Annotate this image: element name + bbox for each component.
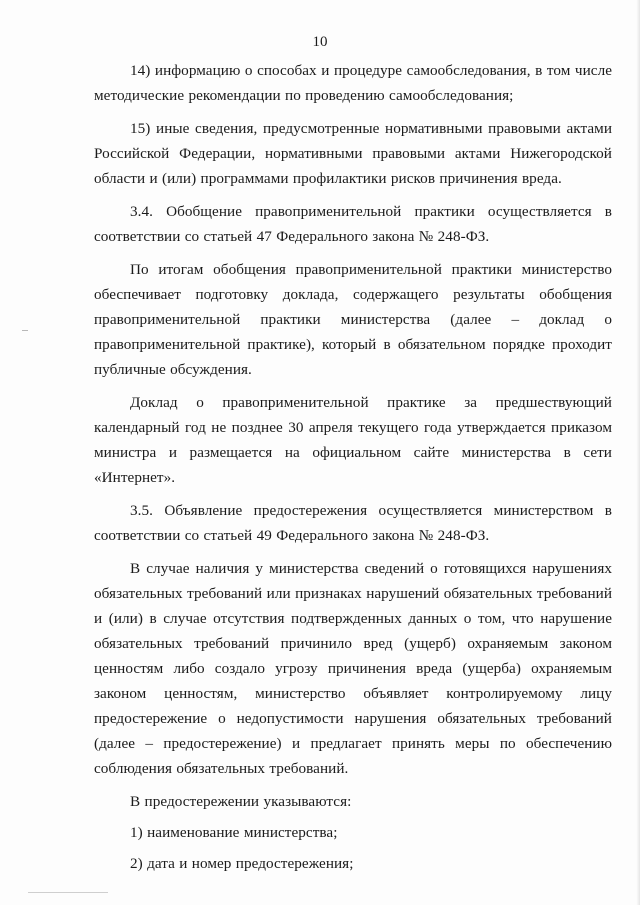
paragraph-section-3-4: 3.4. Обобщение правоприменительной практики осуществляется в соответствии со статьей 47 Федерального закона № 248-ФЗ. (94, 203, 612, 245)
document-body (94, 58, 612, 882)
scan-mark-bottom (28, 892, 108, 893)
list-item-ministry-name: 1) наименование министерства; (130, 824, 338, 841)
paragraph-section-3-5: 3.5. Объявление предостережения осуществляется министерством в соответствии со статьей 49 Федерального закона № 248-ФЗ. (94, 502, 612, 544)
page-edge-shadow (636, 0, 640, 905)
list-item-warning-date-number: 2) дата и номер предостережения; (130, 855, 354, 872)
paragraph-warning-contents-heading: В предостережении указываются: (130, 793, 352, 810)
paragraph-warning-conditions: В случае наличия у министерства сведений о готовящихся нарушениях обязательных требований или признаках нарушений обязательных требований и (или) в случае отсутствия подтвержденных данных о том, что нарушение обязательных требований причинило вред (ущерб) охраняемым законом ценностям либо создало угрозу причинения вреда (ущерба) охраняемым законом ценностям, министерство объявляет контролируемому лицу предостережение о недопустимости нарушения обязательных требований (далее – предостережение) и предлагает принять меры по обеспечению соблюдения обязательных требований. (94, 560, 612, 777)
paragraph-item-15: 15) иные сведения, предусмотренные нормативными правовыми актами Российской Федерации, нормативными правовыми актами Нижегородской области и (или) программами профилактики рисков причинения вреда. (94, 120, 612, 187)
scan-mark-left (22, 330, 28, 331)
page-number: 10 (312, 34, 328, 50)
paragraph-report-approval: Доклад о правоприменительной практике за предшествующий календарный год не позднее 30 апреля текущего года утверждается приказом министра и размещается на официальном сайте министерства в сети «Интернет». (94, 394, 612, 486)
paragraph-item-14: 14) информацию о способах и процедуре самообследования, в том числе методические рекомендации по проведению самообследования; (94, 62, 612, 104)
paragraph-report-summary: По итогам обобщения правоприменительной практики министерство обеспечивает подготовку доклада, содержащего результаты обобщения правоприменительной практики министерства (далее – доклад о правоприменительной практике), который в обязательном порядке проходит публичные обсуждения. (94, 261, 612, 378)
